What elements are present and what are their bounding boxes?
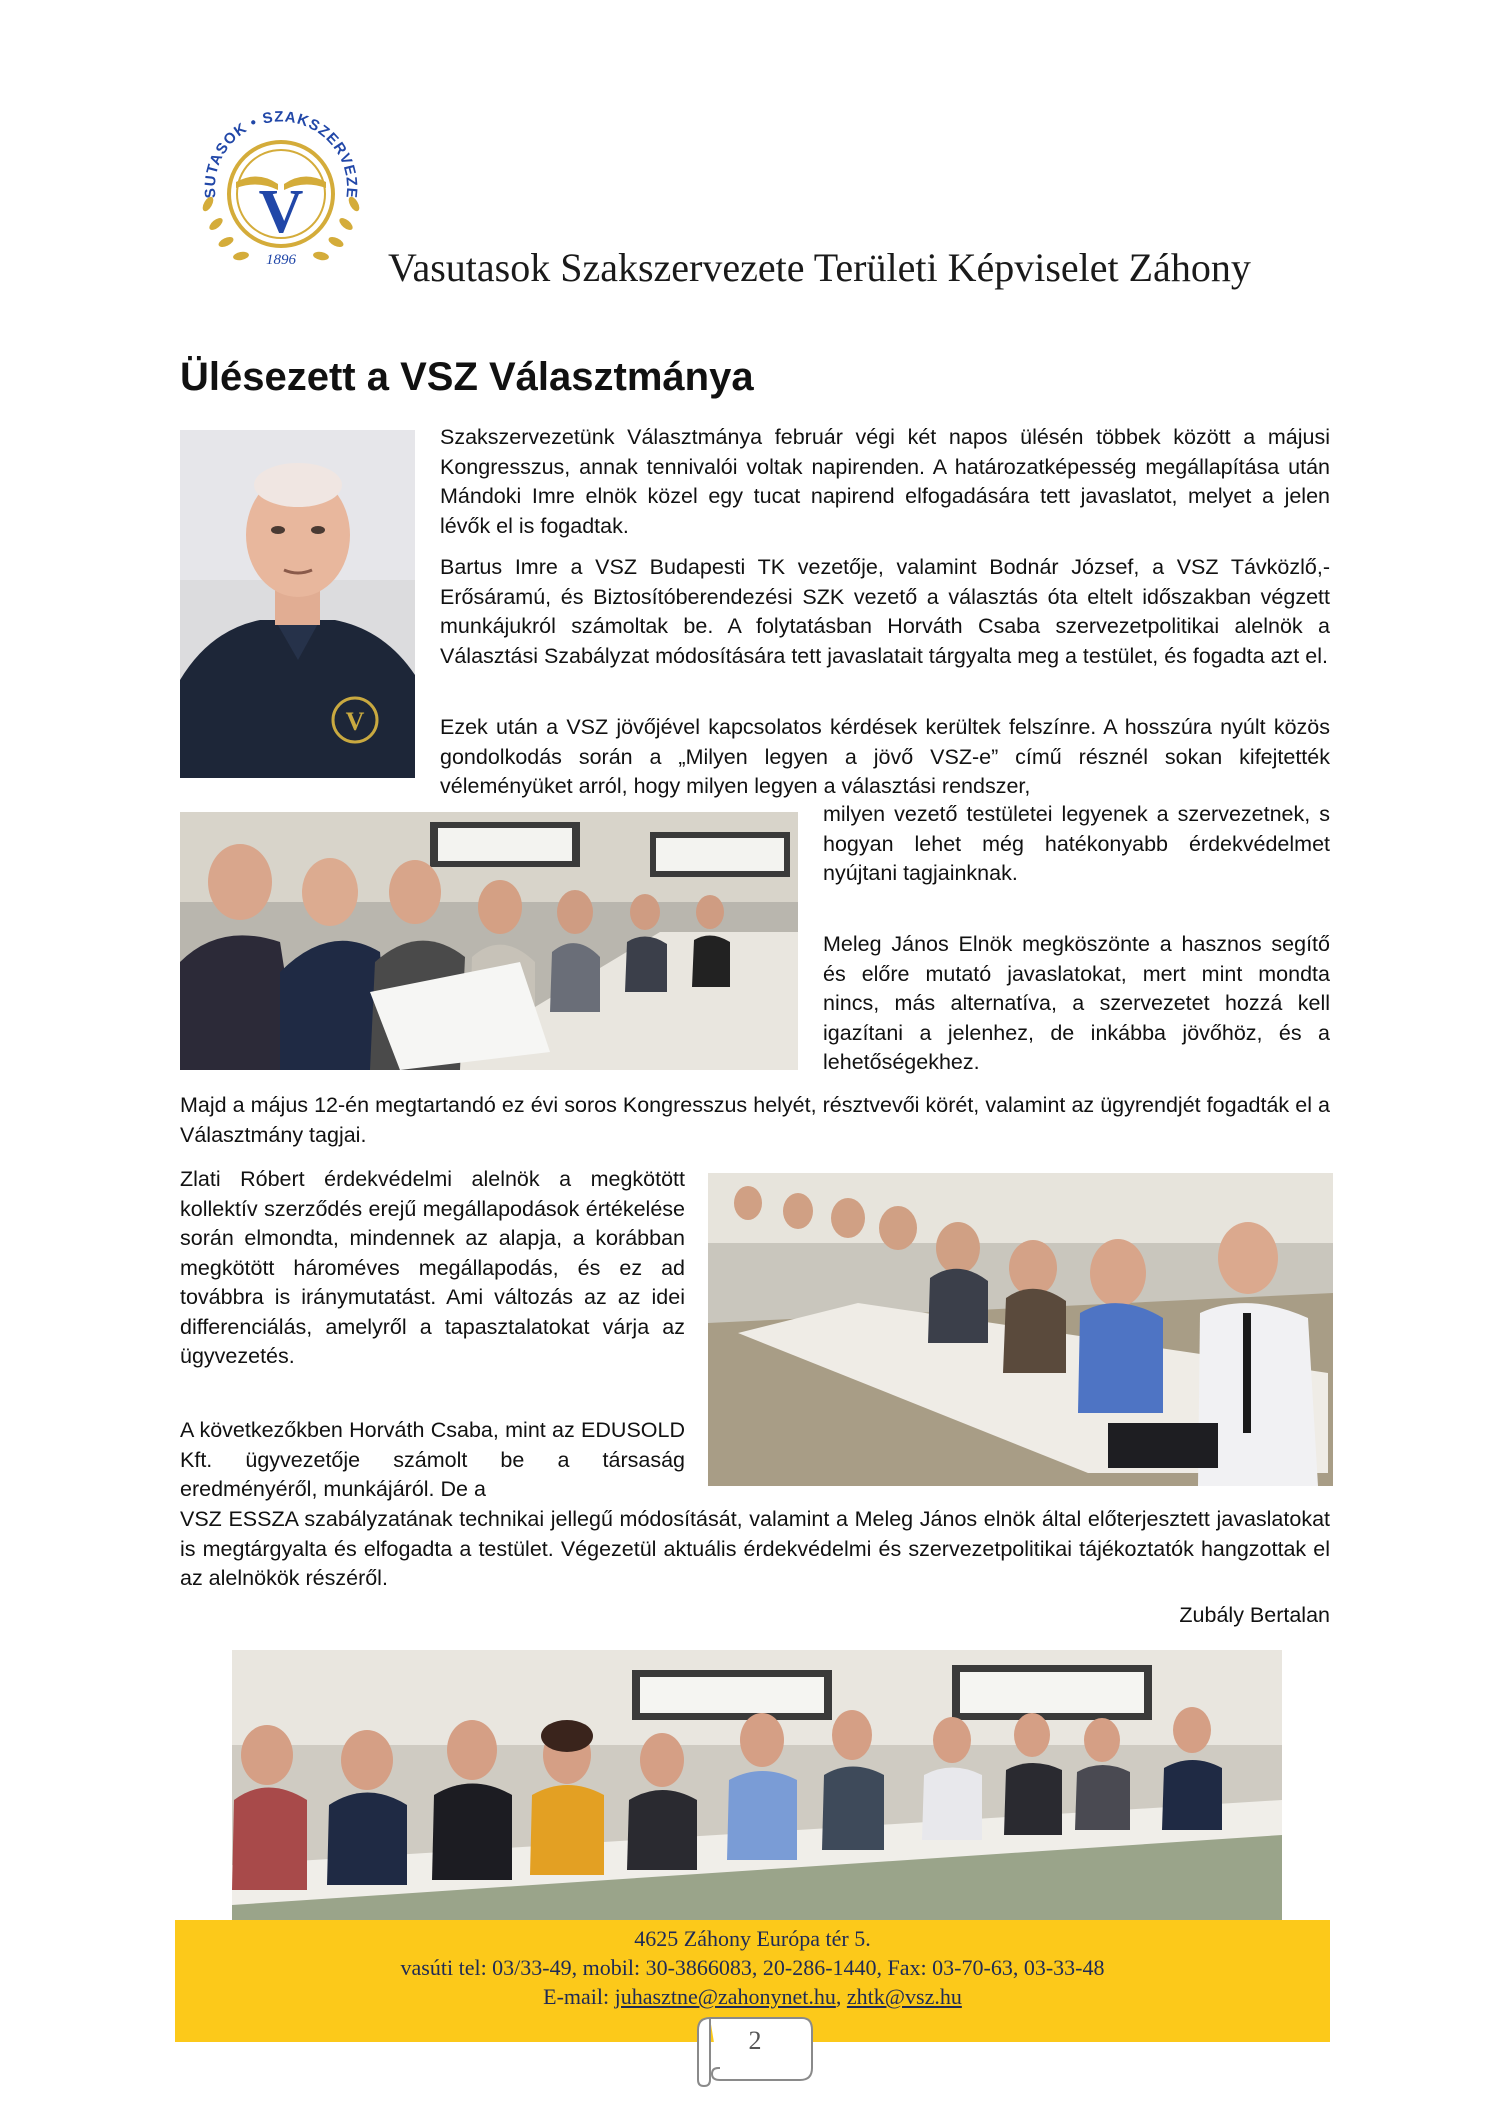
logo-ring-text: SUTASOK • SZAKSZERVEZE xyxy=(201,108,361,200)
footer-address: 4625 Záhony Európa tér 5. xyxy=(634,1926,871,1951)
paragraph-4: Meleg János Elnök megköszönte a hasznos segítő és előre mutató javaslatokat, mert mint mondta nincs, más alternatíva, a szervezetet hozzá kell igazítani a jelenhez, de inkábba jövőhöz, és a lehetőségekhez. xyxy=(823,932,1330,1074)
footer-email-line xyxy=(175,1982,1330,2011)
email-link-juhasztne[interactable]: juhasztne@zahonynet.hu xyxy=(614,1984,836,2009)
article-author: Zubály Bertalan xyxy=(1179,1603,1330,1627)
paragraph-7-tail: VSZ ESSZA szabályzatának technikai jellegű módosítását, valamint a Meleg János elnök által előterjesztett javaslatokat is megtárgyalta és elfogadta a testület. Végezetül aktuális érdekvédelmi és szervezetpolitikai tájékoztatók hangzottak el az alelnökök részéről. xyxy=(180,1507,1330,1590)
article-headline: Ülésezett a VSZ Választmánya xyxy=(180,355,754,399)
paragraph-5: Majd a május 12-én megtartandó ez évi soros Kongresszus helyét, résztvevői körét, valamint az ügyrendjét fogadták el a Választmány tagjai. xyxy=(180,1093,1330,1147)
paragraph-1: Szakszervezetünk Választmánya február végi két napos ülésén többek között a májusi Kongresszus, annak tennivalói voltak napirenden. A határozatképesség megállapítása után Mándoki Imre elnök közel egy tucat napirend elfogadására tett javaslatot, melyet a jelen lévők el is fogadtak. xyxy=(440,425,1330,538)
paragraph-3-lead: Ezek után a VSZ jövőjével kapcsolatos kérdések kerültek felszínre. A hosszúra nyúlt közös gondolkodás során a „Milyen legyen a jövő VSZ-e” című résznél sokan kifejtették véleményüket arról, hogy milyen legyen a választási rendszer, xyxy=(440,715,1330,798)
footer-phones: vasúti tel: 03/33-49, mobil: 30-3866083, 20-286-1440, Fax: 03-70-63, 03-33-48 xyxy=(400,1955,1105,1980)
paragraph-3-tail: milyen vezető testületei legyenek a szervezetnek, s hogyan lehet még hatékonyabb érdekvédelmet nyújtani tagjainknak. xyxy=(823,802,1330,885)
page-number: 2 xyxy=(748,2026,762,2055)
meeting-photo-1 xyxy=(180,812,798,1070)
vsz-logo xyxy=(186,94,376,280)
email-label: E-mail: xyxy=(543,1984,610,2009)
email-link-zhtk[interactable]: zhtk@vsz.hu xyxy=(846,1984,962,2009)
svg-text:V: V xyxy=(345,707,365,736)
logo-year: 1896 xyxy=(266,252,296,268)
paragraph-7-lead: A következőkben Horváth Csaba, mint az EDUSOLD Kft. ügyvezetője számolt be a társaság eredményéről, munkájáról. De a xyxy=(180,1418,685,1501)
meeting-photo-3 xyxy=(232,1650,1282,1920)
portrait-photo xyxy=(180,430,415,778)
logo-letter: V xyxy=(258,178,304,246)
meeting-photo-2 xyxy=(708,1173,1333,1486)
organization-title: Vasutasok Szakszervezete Területi Képviselet Záhony xyxy=(388,245,1251,290)
paragraph-6: Zlati Róbert érdekvédelmi alelnök a megkötött kollektív szerződés erejű megállapodások értékelése során elmondta, mindennek az alapja, a korábban megkötött hároméves megállapodás, és ez ad továbbra is iránymutatást. Ami változás az az idei differenciálás, amelyről a tapasztalatokat várja az ügyvezetés. xyxy=(180,1167,685,1368)
email-separator: , xyxy=(835,1984,842,2009)
paragraph-2: Bartus Imre a VSZ Budapesti TK vezetője, valamint Bodnár József, a VSZ Távközlő,-Erősáramú, és Biztosítóberendezési SZK vezető a választás óta eltelt időszakban végzett munkájukról számoltak be. A folytatásban Horváth Csaba szervezetpolitikai alelnök a Választási Szabályzat módosítására tett javaslatait tárgyalta meg a testület, és fogadta azt el. xyxy=(440,555,1330,668)
